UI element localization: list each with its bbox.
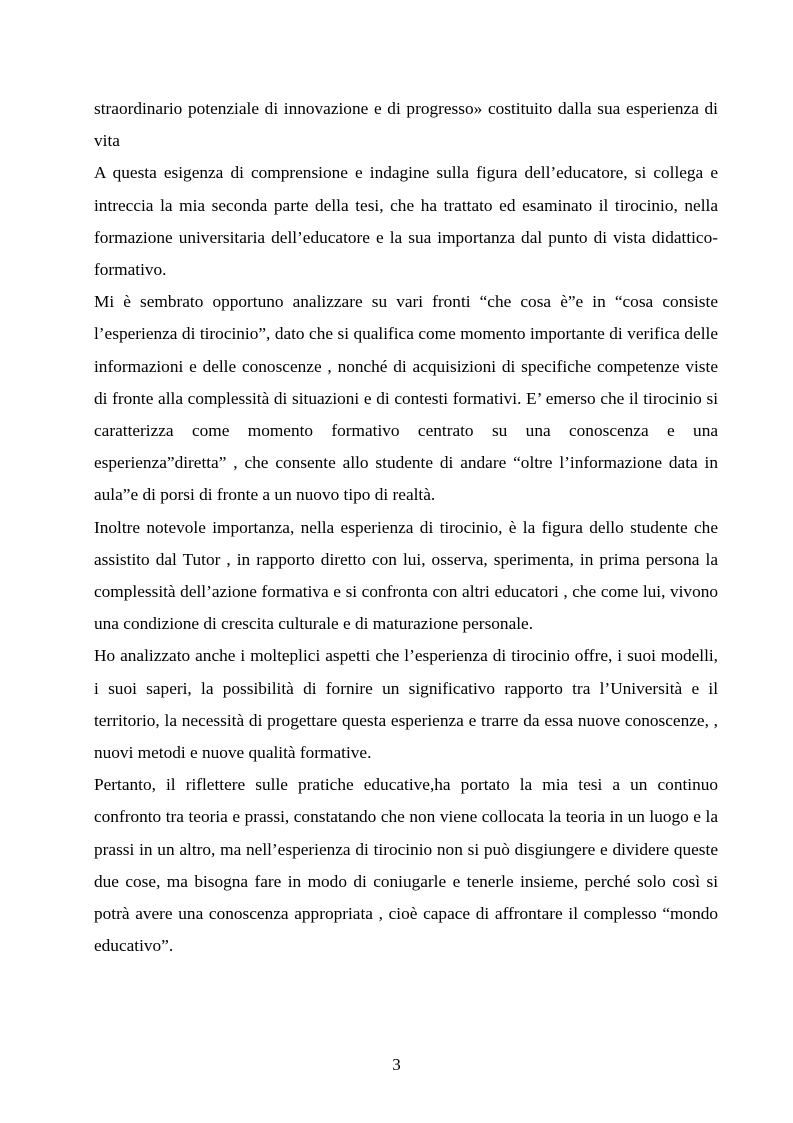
paragraph-internship-experience: Mi è sembrato opportuno analizzare su vari fronti “che cosa è”e in “cosa consiste l’esperienza di tirocinio”, dato che si qualifica come momento importante di verifica delle informazioni e delle conoscenze , nonché di acquisizioni di specifiche competenze viste di fronte alla complessità di situazioni e di contesti formativi. E’ emerso che il tirocinio si caratterizza come momento formativo centrato su una conoscenza e una esperienza”diretta” , che consente allo studente di andare “oltre l’informazione data in aula”e di porsi di fronte a un nuovo tipo di realtà. (94, 292, 718, 505)
paragraph-continuation: straordinario potenziale di innovazione e di progresso» costituito dalla sua esperienza di vita (94, 99, 718, 151)
paragraph-theory-and-practice: Pertanto, il riflettere sulle pratiche educative,ha portato la mia tesi a un continuo confronto tra teoria e prassi, constatando che non viene collocata la teoria in un luogo e la prassi in un altro, ma nell’esperienza di tirocinio non si può disgiungere e dividere queste due cose, ma bisogna fare in modo di coniugarle e tenerle insieme, perché solo così si potrà avere una conoscenza appropriata , cioè capace di affrontare il complesso “mondo educativo”. (94, 775, 718, 956)
paragraph-educator-inquiry: A questa esigenza di comprensione e indagine sulla figura dell’educatore, si collega e intreccia la mia seconda parte della tesi, che ha trattato ed esaminato il tirocinio, nella formazione universitaria dell’educatore e la sua importanza dal punto di vista didattico- formativo. (94, 163, 718, 280)
paragraph-internship-aspects: Ho analizzato anche i molteplici aspetti che l’esperienza di tirocinio offre, i suoi modelli, i suoi saperi, la possibilità di fornire un significativo rapporto tra l’Università e il territorio, la necessità di progettare questa esperienza e trarre da essa nuove conoscenze, , nuovi metodi e nuove qualità formative. (94, 646, 718, 763)
paragraph-student-and-tutor: Inoltre notevole importanza, nella esperienza di tirocinio, è la figura dello studente che assistito dal Tutor , in rapporto diretto con lui, osserva, sperimenta, in prima persona la complessità dell’azione formativa e si confronta con altri educatori , che come lui, vivono una condizione di crescita culturale e di maturazione personale. (94, 517, 718, 634)
page-body (94, 93, 718, 962)
page-number: 3 (392, 1055, 401, 1074)
